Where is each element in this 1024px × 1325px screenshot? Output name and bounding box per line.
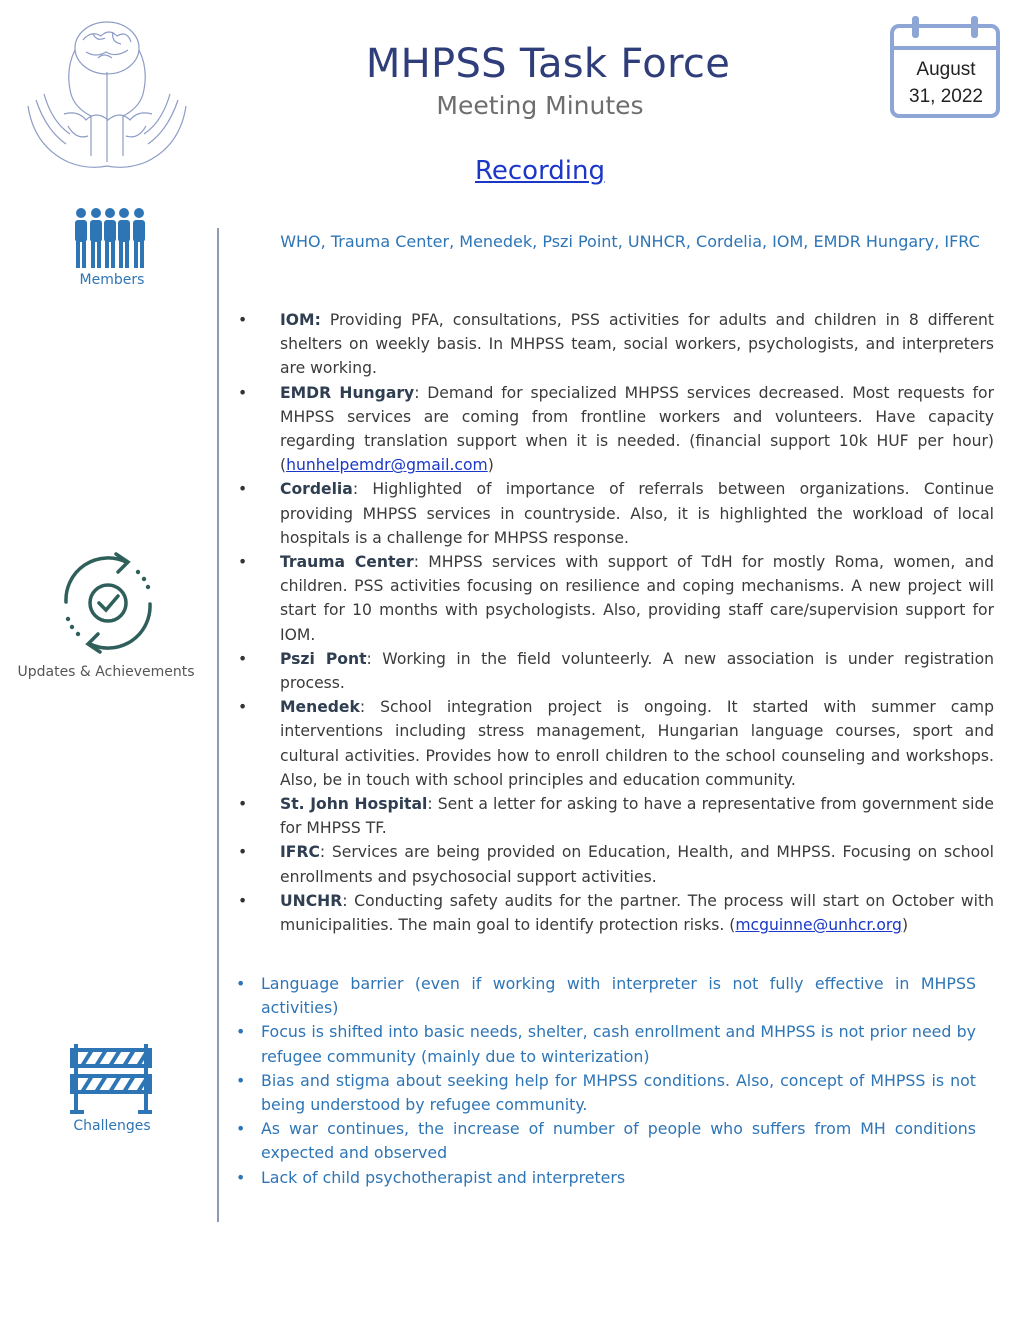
update-text: : School integration project is ongoing. It started with summer camp interventions including stress management, Hungarian language courses, sport and cultural activities. Provides how to enroll children to the school counseling and workshops. Also, be in touch with school principles and education community. bbox=[280, 698, 994, 789]
list-item: • IOM: Providing PFA, consultations, PSS activities for adults and children in 8 different shelters on weekly basis. In MHPSS team, social workers, psychologists, and interpreters are working. bbox=[238, 311, 994, 378]
org-name: Menedek bbox=[280, 698, 360, 717]
org-name: EMDR Hungary bbox=[280, 383, 415, 402]
section-divider bbox=[217, 228, 219, 1222]
list-item: • Cordelia: Highlighted of importance of referrals between organizations. Continue providing MHPSS services in countryside. Also, it is highlighted the workload of local hospitals is a challenge for MHPSS response. bbox=[238, 480, 994, 547]
update-text: : MHPSS services with support of TdH for mostly Roma, women, and children. PSS activities focusing on resilience and coping mechanisms. A new project will start for 10 months with psychologists. Also, providing staff care/supervision support for IOM. bbox=[280, 553, 994, 644]
brain-hands-logo bbox=[18, 10, 196, 182]
update-text: : Highlighted of importance of referrals between organizations. Continue providing MHPSS services in countryside. Also, it is highlighted the workload of local hospitals is a challenge for MHPSS response. bbox=[280, 480, 994, 547]
cycle-check-icon bbox=[56, 548, 160, 658]
list-item: • IFRC: Services are being provided on Education, Health, and MHPSS. Focusing on school enrollments and psychosocial support activities. bbox=[238, 843, 994, 886]
challenge-text: Language barrier (even if working with interpreter is not fully effective in MHPSS activities) bbox=[261, 974, 976, 1018]
list-item: • UNCHR: Conducting safety audits for the partner. The process will start on October with municipalities. The main goal to identify protection risks. (mcguinne@unhcr.org) bbox=[238, 891, 994, 935]
org-name: St. John Hospital bbox=[280, 795, 428, 814]
meeting-date bbox=[892, 56, 1000, 110]
road-barrier-icon bbox=[68, 1042, 154, 1114]
update-text-end: ) bbox=[901, 916, 909, 935]
challenge-text: Lack of child psychotherapist and interpreters bbox=[261, 1167, 626, 1187]
list-item: • Menedek: School integration project is ongoing. It started with summer camp interventions including stress management, Hungarian language courses, sport and cultural activities. Provides how to enroll children to the school counseling and workshops. Also, be in touch with school principles and education community. bbox=[238, 698, 994, 789]
update-text: : Services are being provided on Education, Health, and MHPSS. Focusing on school enrollments and psychosocial support activities. bbox=[280, 843, 994, 886]
list-item: • Language barrier (even if working with interpreter is not fully effective in MHPSS activities) bbox=[236, 974, 976, 1018]
list-item: • As war continues, the increase of number of people who suffers from MH conditions expected and observed bbox=[236, 1119, 976, 1163]
list-item: • EMDR Hungary: Demand for specialized MHPSS services decreased. Most requests for MHPSS services are coming from frontline workers and volunteers. Have capacity regarding translation support when it is needed. (financial support 10k HUF per hour) (hunhelpemdr@gmail.com) bbox=[238, 383, 994, 475]
members-list: WHO, Trauma Center, Menedek, Pszi Point, UNHCR, Cordelia, IOM, EMDR Hungary, IFRC bbox=[280, 232, 980, 251]
challenge-text: Bias and stigma about seeking help for MHPSS conditions. Also, concept of MHPSS is not being understood by refugee community. bbox=[261, 1070, 976, 1115]
list-item: • St. John Hospital: Sent a letter for asking to have a representative from government side for MHPSS TF. bbox=[238, 795, 994, 838]
challenge-text: As war continues, the increase of number of people who suffers from MH conditions expected and observed bbox=[261, 1119, 976, 1163]
update-text: Providing PFA, consultations, PSS activities for adults and children in 8 different shelters on weekly basis. In MHPSS team, social workers, psychologists, and interpreters are working. bbox=[280, 311, 994, 378]
challenges-label: Challenges bbox=[73, 1118, 151, 1134]
meeting-date-line2: 31, 2022 bbox=[909, 86, 983, 107]
update-text: : Demand for specialized MHPSS services decreased. Most requests for MHPSS services are coming from frontline workers and volunteers. Have capacity regarding translation support when it is needed. (financial support 10k HUF per hour) ( bbox=[280, 383, 994, 475]
list-item: • Lack of child psychotherapist and interpreters bbox=[236, 1167, 626, 1187]
meeting-date-line1: August bbox=[916, 59, 976, 80]
list-item: • Trauma Center: MHPSS services with support of TdH for mostly Roma, women, and children. PSS activities focusing on resilience and coping mechanisms. A new project will start for 10 months with psychologists. Also, providing staff care/supervision support for IOM. bbox=[238, 553, 994, 644]
people-group-icon bbox=[72, 206, 148, 270]
list-item: • Pszi Pont: Working in the field volunteerly. A new association is under registration process. bbox=[238, 649, 994, 693]
org-name: Trauma Center bbox=[280, 553, 414, 572]
recording-link[interactable]: Recording bbox=[474, 156, 606, 186]
org-name: IOM: bbox=[280, 311, 321, 329]
update-text: : Sent a letter for asking to have a representative from government side for MHPSS TF. bbox=[280, 795, 994, 838]
org-name: Cordelia bbox=[280, 480, 353, 499]
org-name: Pszi Pont bbox=[280, 649, 367, 668]
email-link[interactable]: mcguinne@unhcr.org bbox=[735, 916, 902, 935]
email-link[interactable]: hunhelpemdr@gmail.com bbox=[286, 456, 488, 475]
update-text-end: ) bbox=[487, 456, 494, 475]
updates-label: Updates & Achievements bbox=[17, 664, 195, 680]
list-item: • Focus is shifted into basic needs, shelter, cash enrollment and MHPSS is not prior need by refugee community (mainly due to winterization) bbox=[236, 1022, 976, 1066]
updates-list bbox=[232, 308, 994, 937]
update-text: : Conducting safety audits for the partner. The process will start on October with municipalities. The main goal to identify protection risks. ( bbox=[280, 891, 994, 935]
members-label: Members bbox=[79, 272, 145, 288]
challenge-text: Focus is shifted into basic needs, shelter, cash enrollment and MHPSS is not prior need by refugee community (mainly due to winterization) bbox=[261, 1022, 976, 1066]
org-name: UNCHR bbox=[280, 891, 343, 910]
list-item: • Bias and stigma about seeking help for MHPSS conditions. Also, concept of MHPSS is not being understood by refugee community. bbox=[236, 1070, 976, 1115]
org-name: IFRC bbox=[280, 843, 320, 862]
page-subtitle: Meeting Minutes bbox=[436, 91, 644, 120]
update-text: : Working in the field volunteerly. A new association is under registration process. bbox=[280, 649, 994, 693]
page-title: MHPSS Task Force bbox=[365, 41, 731, 87]
challenges-list bbox=[232, 972, 976, 1190]
